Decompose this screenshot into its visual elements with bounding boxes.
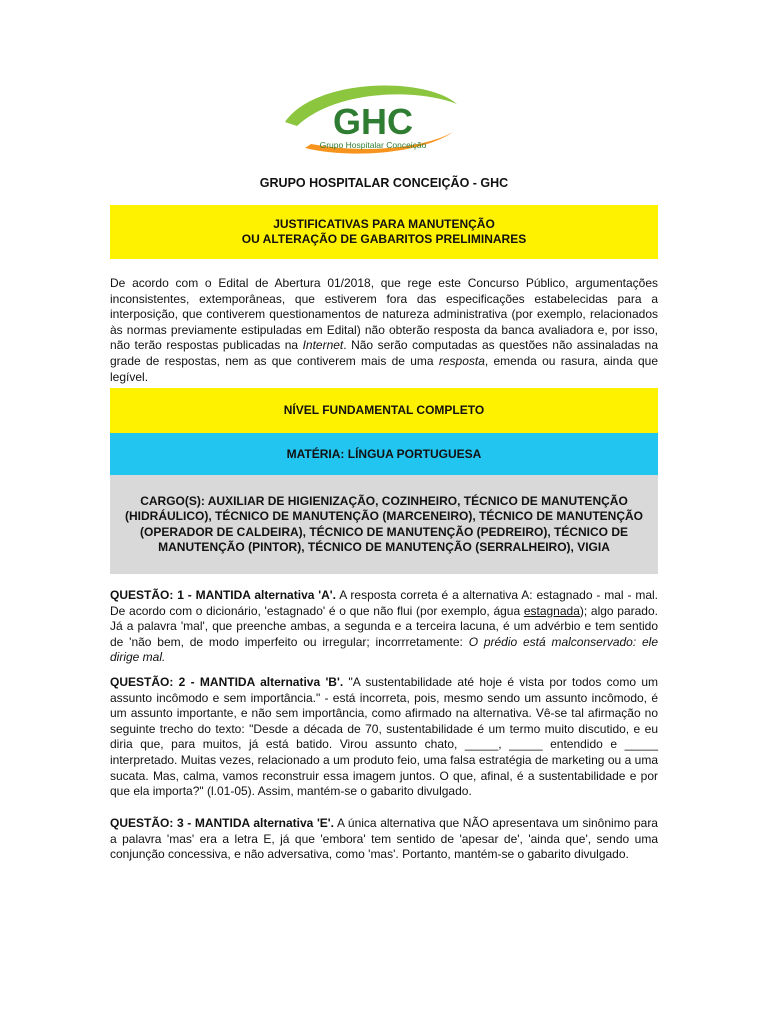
intro-text-3: , emenda ou rasura, ainda que legível. — [110, 353, 658, 384]
intro-text-2: . Não serão computadas as questões não assinaladas na grade de respostas, nem as que contiverem mais de uma — [110, 338, 659, 368]
level-title: NÍVEL FUNDAMENTAL COMPLETO — [283, 403, 485, 417]
justification-line-1: JUSTIFICATIVAS PARA MANUTENÇÃO — [273, 217, 495, 231]
intro-paragraph — [110, 276, 658, 385]
intro-text-1: De acordo com o Edital de Abertura 01/2018, que rege este Concurso Público, argumentações inconsistentes, extemporâneas, que estiverem fora das especificações estabelecidas para a interposição, que contiverem questionamentos de natureza administrativa (por exemplo, relacionados às normas previamente estipuladas em Edital) não obterão resposta da banca avaliadora e, por isso, não terão respostas publicadas na — [110, 276, 658, 353]
ghc-logo — [275, 82, 465, 160]
org-title: GRUPO HOSPITALAR CONCEIÇÃO - GHC — [259, 176, 509, 190]
question-1-text-1: A resposta correta é a alternativa A: estagnado - mal - mal. De acordo com o dicionário, 'estagnado' é o que não flui (por exemplo, água — [110, 588, 658, 618]
question-1 — [110, 588, 658, 666]
subject-title: MATÉRIA: LÍNGUA PORTUGUESA — [286, 446, 482, 461]
question-2 — [110, 675, 658, 800]
question-3 — [110, 816, 658, 863]
justification-line-2: OU ALTERAÇÃO DE GABARITOS PRELIMINARES — [241, 232, 527, 246]
positions-text: CARGO(S): AUXILIAR DE HIGIENIZAÇÃO, COZINHEIRO, TÉCNICO DE MANUTENÇÃO (HIDRÁULICO), TÉCNICO DE MANUTENÇÃO (MARCENEIRO), TÉCNICO DE MANUTENÇÃO (OPERADOR DE CALDEIRA), TÉCNICO DE MANUTENÇÃO (PEDREIRO), TÉCNICO DE MANUTENÇÃO (PINTOR), TÉCNICO DE MANUTENÇÃO (SERRALHEIRO), VIGIA — [125, 493, 643, 554]
question-1-label: QUESTÃO: 1 - MANTIDA alternativa 'A'. — [110, 588, 336, 602]
question-1-example: O prédio está malconservado: ele dirige mal. — [110, 634, 658, 665]
question-1-underlined: estagnada — [523, 603, 580, 618]
subject-banner — [110, 433, 658, 475]
positions-banner — [110, 475, 658, 574]
question-2-label: QUESTÃO: 2 - MANTIDA alternativa 'B'. — [110, 675, 344, 689]
logo-subtitle: Grupo Hospitalar Conceição — [319, 140, 427, 150]
intro-internet: Internet — [302, 338, 344, 353]
level-banner — [110, 388, 658, 433]
logo-text: GHC — [333, 101, 413, 142]
question-3-label: QUESTÃO: 3 - MANTIDA alternativa 'E'. — [110, 816, 334, 830]
intro-resposta: resposta — [438, 353, 485, 368]
question-2-text: "A sustentabilidade até hoje é vista por todos como um assunto incômodo e sem importância." - está incorreta, pois, mesmo sendo um assunto incômodo, é um assunto importante, e não sem importância, como afirmado na alternativa. Vê-se tal afirmação no seguinte trecho do texto: "Desde a década de 70, sustentabilidade é um termo muito discutido, e eu diria que, para muitos, já está batido. Virou assunto chato, _____, _____ entendido e _____ interpretado. Muitas vezes, relacionado a um produto feio, uma falsa estratégia de marketing ou a uma sucata. Mas, calma, vamos reconstruir essa imagem juntos. O que, afinal, é a sustentabilidade e por que ela importa?" (l.01-05). Assim, mantém-se o gabarito divulgado. — [110, 675, 658, 799]
question-1-text-2: ); algo parado. Já a palavra 'mal', que preenche ambas, a segunda e a terceira lacuna, é um advérbio e tem sentido de 'não bem, de modo imperfeito ou irregular; incorrretamente: — [110, 603, 658, 649]
question-3-text: A única alternativa que NÃO apresentava um sinônimo para a palavra 'mas' era a letra E, já que 'embora' tem sentido de 'apesar de', 'ainda que', sendo uma conjunção concessiva, e não adversativa, como 'mas'. Portanto, mantém-se o gabarito divulgado. — [110, 816, 658, 862]
justification-banner — [110, 205, 658, 259]
